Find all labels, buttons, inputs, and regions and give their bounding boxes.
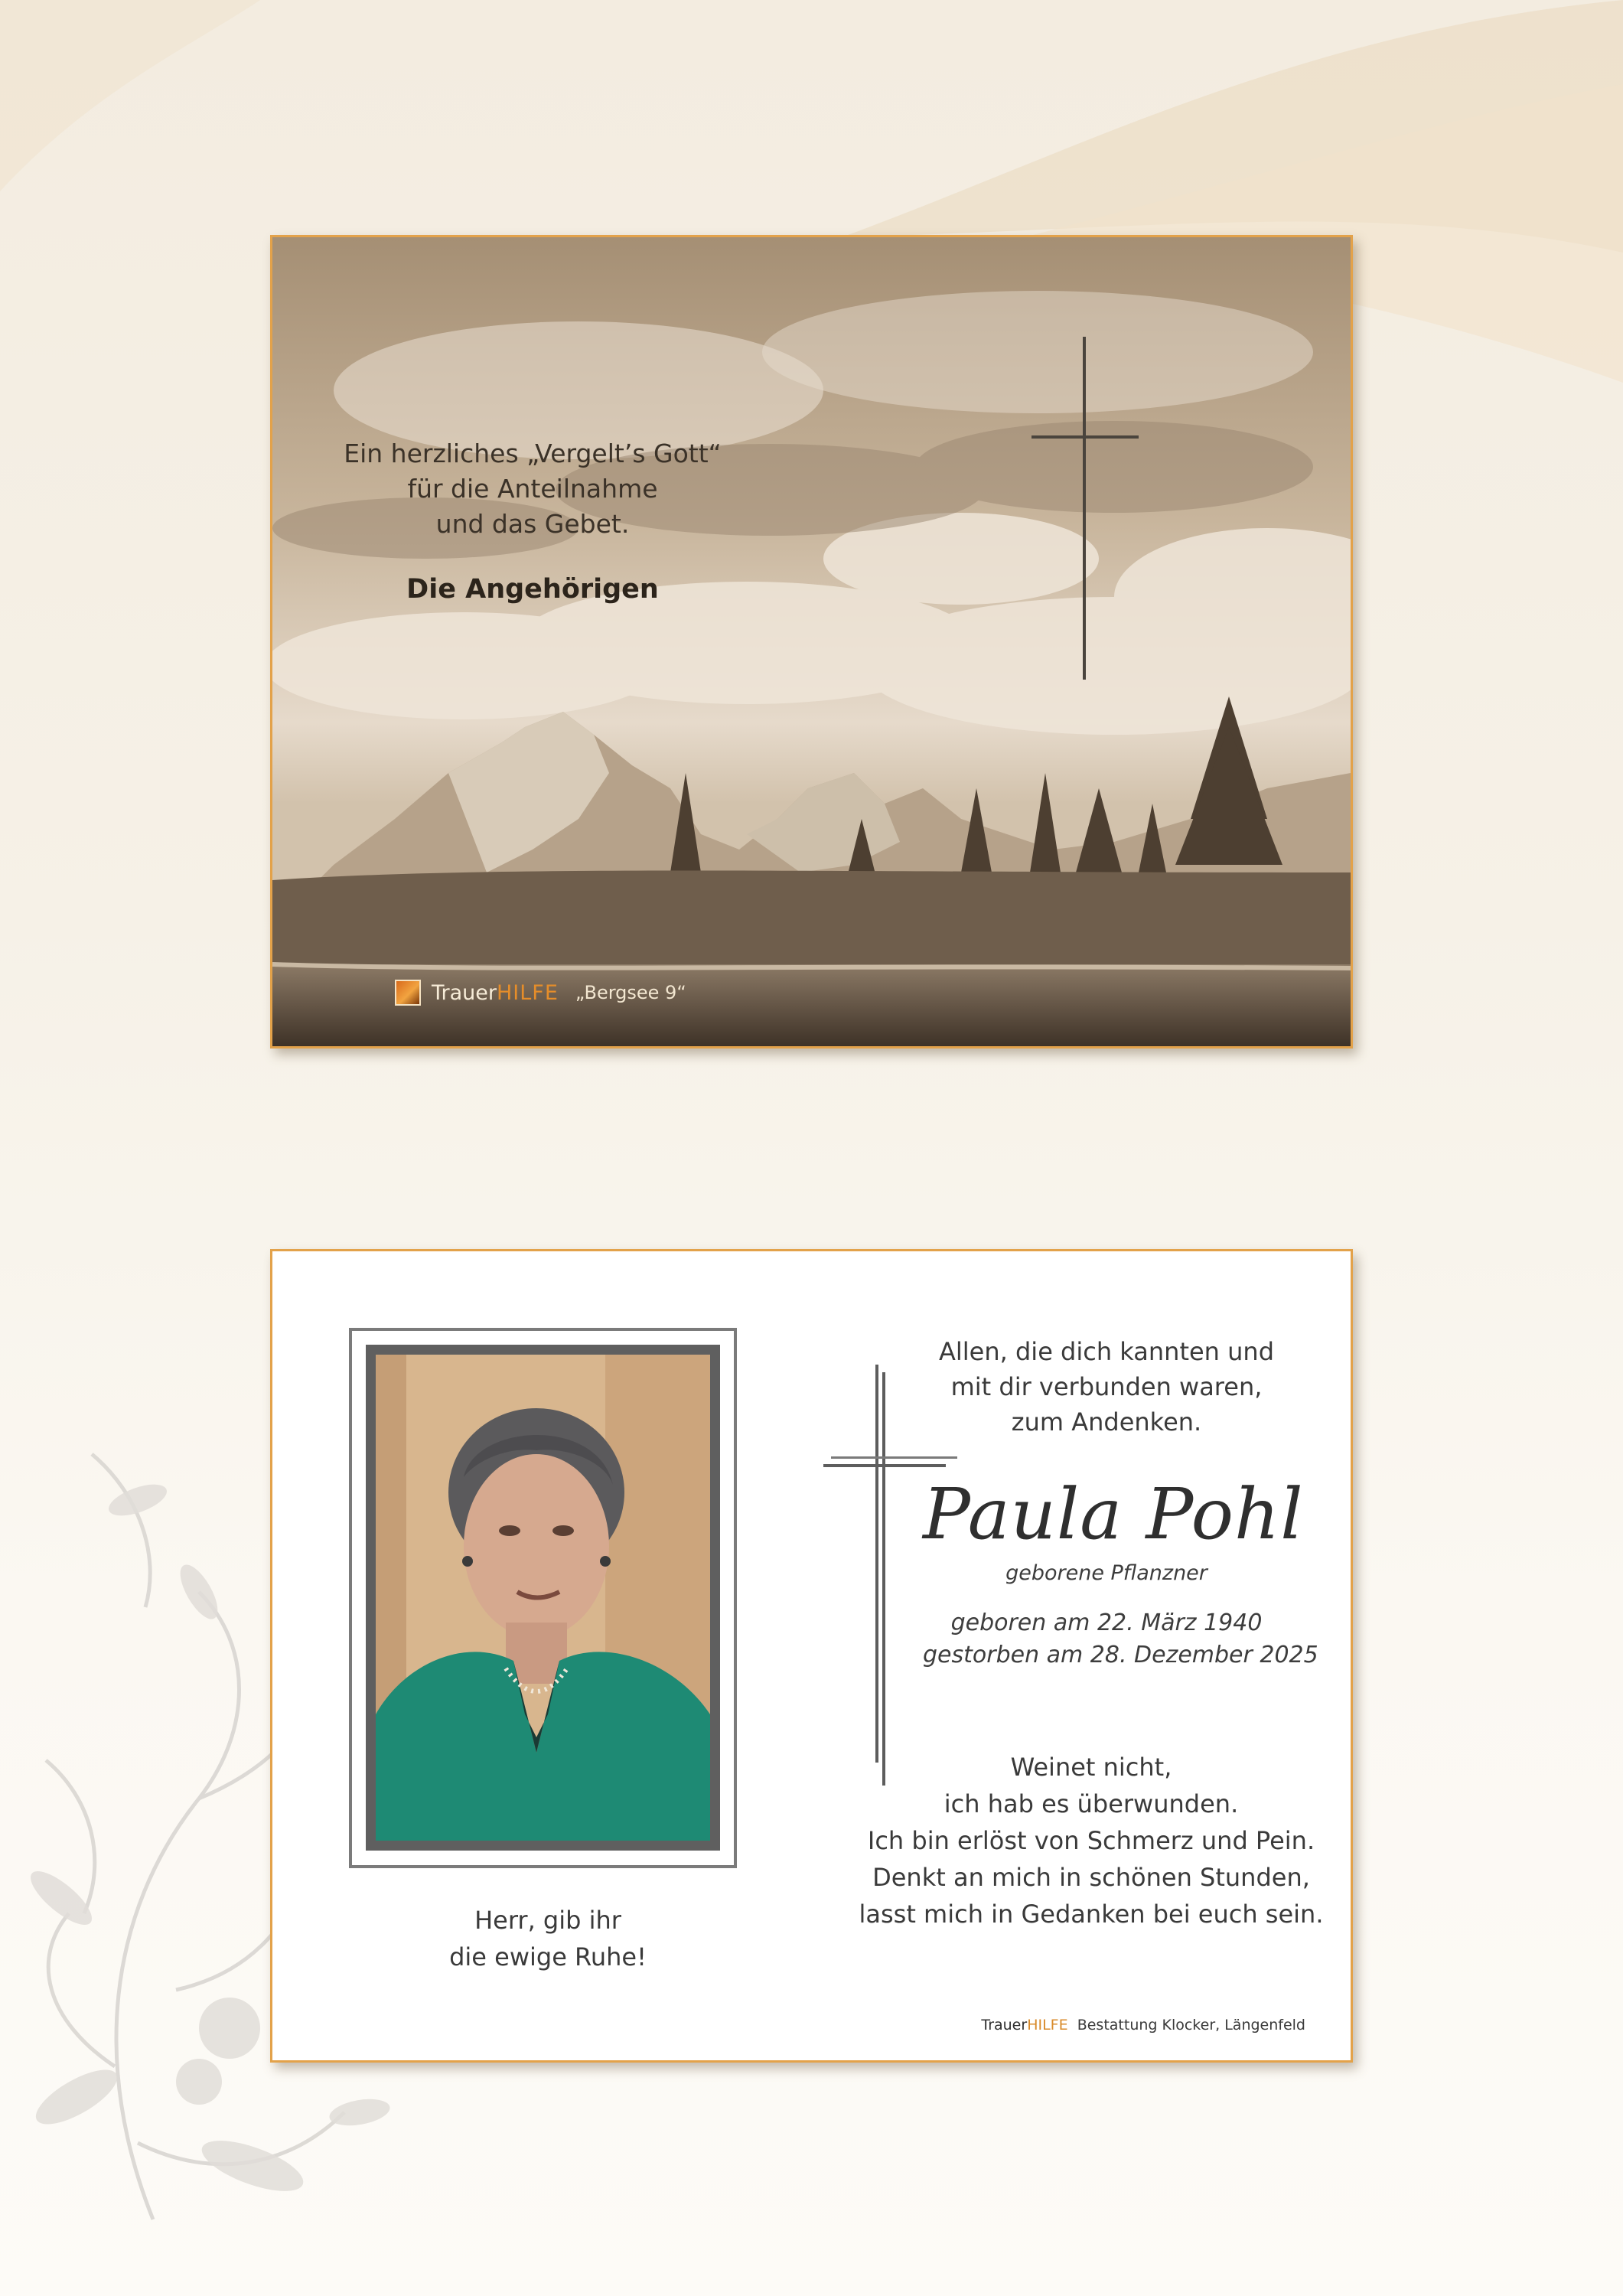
brand-part-b: HILFE (497, 980, 559, 1005)
cross-icon-bar-shadow (831, 1456, 957, 1459)
intro-line: zum Andenken. (1011, 1407, 1202, 1437)
cross-icon (875, 1365, 878, 1763)
poem (854, 1749, 1328, 1932)
life-dates (923, 1607, 1318, 1671)
undertaker-name: Bestattung Klocker, Längenfeld (1077, 2017, 1305, 2033)
undertaker-credit (946, 2017, 1305, 2033)
poem-line: Denkt an mich in schönen Stunden, (872, 1863, 1310, 1892)
portrait-illustration (376, 1355, 710, 1841)
cross-icon (1083, 337, 1086, 680)
brand-part-a: Trauer (981, 2017, 1028, 2033)
portrait-photo (376, 1355, 710, 1841)
brand-part-a: Trauer (432, 980, 497, 1005)
death-date: gestorben am 28. Dezember 2025 (923, 1642, 1318, 1668)
deceased-name: Paula Pohl (923, 1473, 1304, 1555)
prayer-text (410, 1902, 686, 1975)
brand-logo-icon (395, 980, 421, 1006)
remembrance-intro (923, 1334, 1290, 1440)
thanks-line: und das Gebet. (435, 509, 630, 539)
thanks-line: für die Anteilnahme (407, 474, 658, 504)
background-swirl (0, 0, 260, 191)
memorial-card-back (270, 1249, 1353, 2063)
poem-line: ich hab es überwunden. (943, 1789, 1239, 1818)
cross-icon-shadow (882, 1372, 885, 1786)
poem-line: lasst mich in Gedanken bei euch sein. (859, 1900, 1324, 1929)
cross-icon-bar (823, 1464, 946, 1467)
family-signature: Die Angehörigen (406, 574, 659, 605)
intro-line: mit dir verbunden waren, (950, 1372, 1263, 1401)
prayer-line: die ewige Ruhe! (449, 1942, 647, 1971)
intro-line: Allen, die dich kannten und (939, 1337, 1274, 1366)
birth-date: geboren am 22. März 1940 (950, 1609, 1263, 1636)
brand-part-b: HILFE (1027, 2017, 1068, 2033)
design-name: „Bergsee 9“ (575, 982, 686, 1003)
poem-line: Ich bin erlöst von Schmerz und Pein. (867, 1826, 1315, 1855)
mountain-lake-photo (272, 237, 1351, 1046)
poem-line: Weinet nicht, (1010, 1753, 1172, 1782)
thank-you-card-front (270, 235, 1353, 1049)
brand-credit (395, 977, 686, 1008)
thanks-line: Ein herzliches „Vergelt’s Gott“ (344, 439, 722, 468)
prayer-line: Herr, gib ihr (474, 1906, 621, 1935)
thanks-message (334, 436, 732, 542)
maiden-name: geborene Pflanzner (1005, 1561, 1207, 1585)
cross-icon-bar (1031, 435, 1139, 439)
